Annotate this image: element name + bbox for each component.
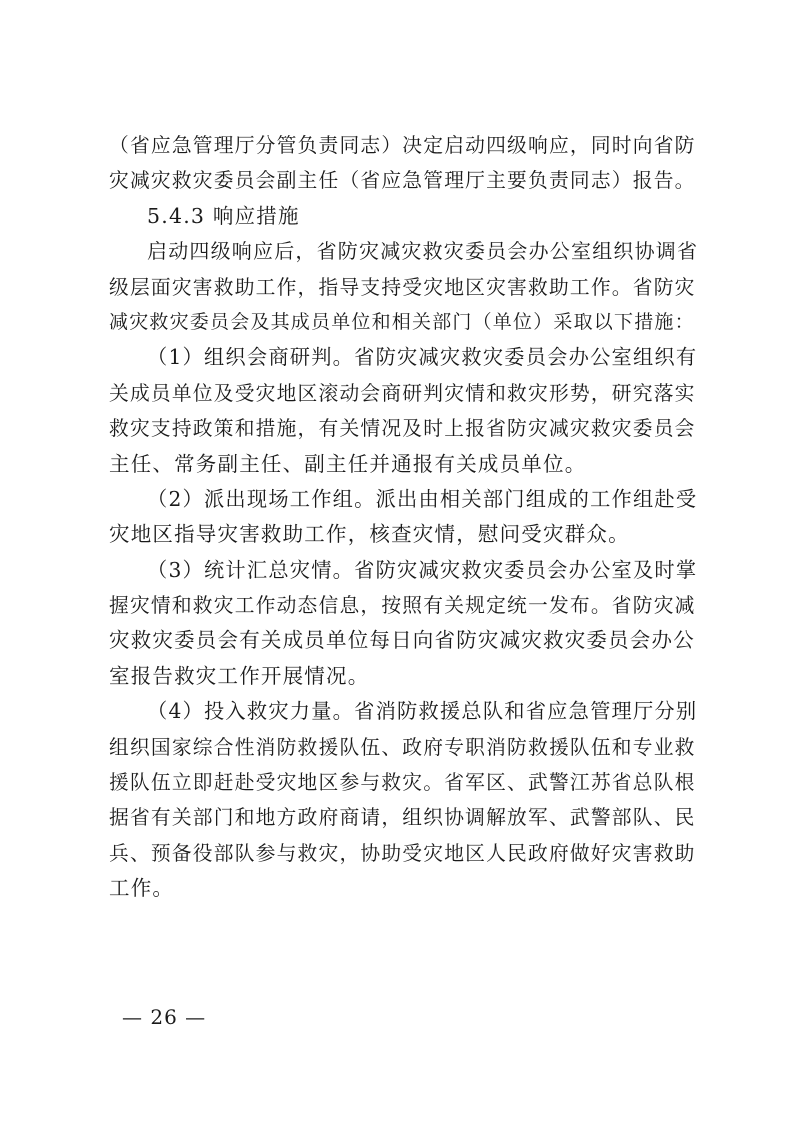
- text-line: （省应急管理厅分管负责同志）决定启动四级响应，同时向省防: [109, 134, 696, 157]
- text-line: 据省有关部门和地方政府商请，组织协调解放军、武警部队、民: [109, 806, 696, 830]
- text-line: （1）组织会商研判。省防灾减灾救灾委员会办公室组织有: [147, 345, 698, 370]
- text-line: 主任、常务副主任、副主任并通报有关成员单位。: [109, 451, 587, 476]
- page-number: — 26 —: [122, 1005, 207, 1029]
- body-text: [109, 128, 699, 907]
- text-line: 援队伍立即赶赴受灾地区参与救灾。省军区、武警江苏省总队根: [109, 771, 696, 795]
- text-line: 级层面灾害救助工作，指导支持受灾地区灾害救助工作。省防灾: [109, 275, 696, 299]
- text-line: 灾减灾救灾委员会副主任（省应急管理厅主要负责同志）报告。: [109, 169, 696, 193]
- text-line: 减灾救灾委员会及其成员单位和相关部门（单位）采取以下措施：: [109, 310, 695, 333]
- text-line: 组织国家综合性消防救援队伍、政府专职消防救援队伍和专业救: [109, 735, 696, 759]
- text-line: 室报告救灾工作开展情况。: [109, 663, 370, 688]
- text-line: 兵、预备役部队参与救灾，协助受灾地区人民政府做好灾害救助: [109, 841, 696, 865]
- text-line: 灾救灾委员会有关成员单位每日向省防灾减灾救灾委员会办公: [109, 628, 695, 653]
- text-line: 关成员单位及受灾地区滚动会商研判灾情和救灾形势，研究落实: [109, 381, 696, 405]
- text-line: 握灾情和救灾工作动态信息，按照有关规定统一发布。省防灾减: [109, 594, 696, 618]
- text-line: 工作。: [109, 876, 175, 901]
- text-line: （4）投入救灾力量。省消防救援总队和省应急管理厅分别: [147, 699, 698, 724]
- text-line: 救灾支持政策和措施，有关情况及时上报省防灾减灾救灾委员会: [109, 417, 696, 441]
- text-line: 灾地区指导灾害救助工作，核查灾情，慰问受灾群众。: [109, 522, 630, 547]
- text-line: 启动四级响应后，省防灾减灾救灾委员会办公室组织协调省: [147, 239, 699, 264]
- text-line: （3）统计汇总灾情。省防灾减灾救灾委员会办公室及时掌: [147, 557, 698, 582]
- text-line: 5.4.3 响应措施: [147, 203, 300, 228]
- text-line: （2）派出现场工作组。派出由相关部门组成的工作组赴受: [147, 486, 698, 511]
